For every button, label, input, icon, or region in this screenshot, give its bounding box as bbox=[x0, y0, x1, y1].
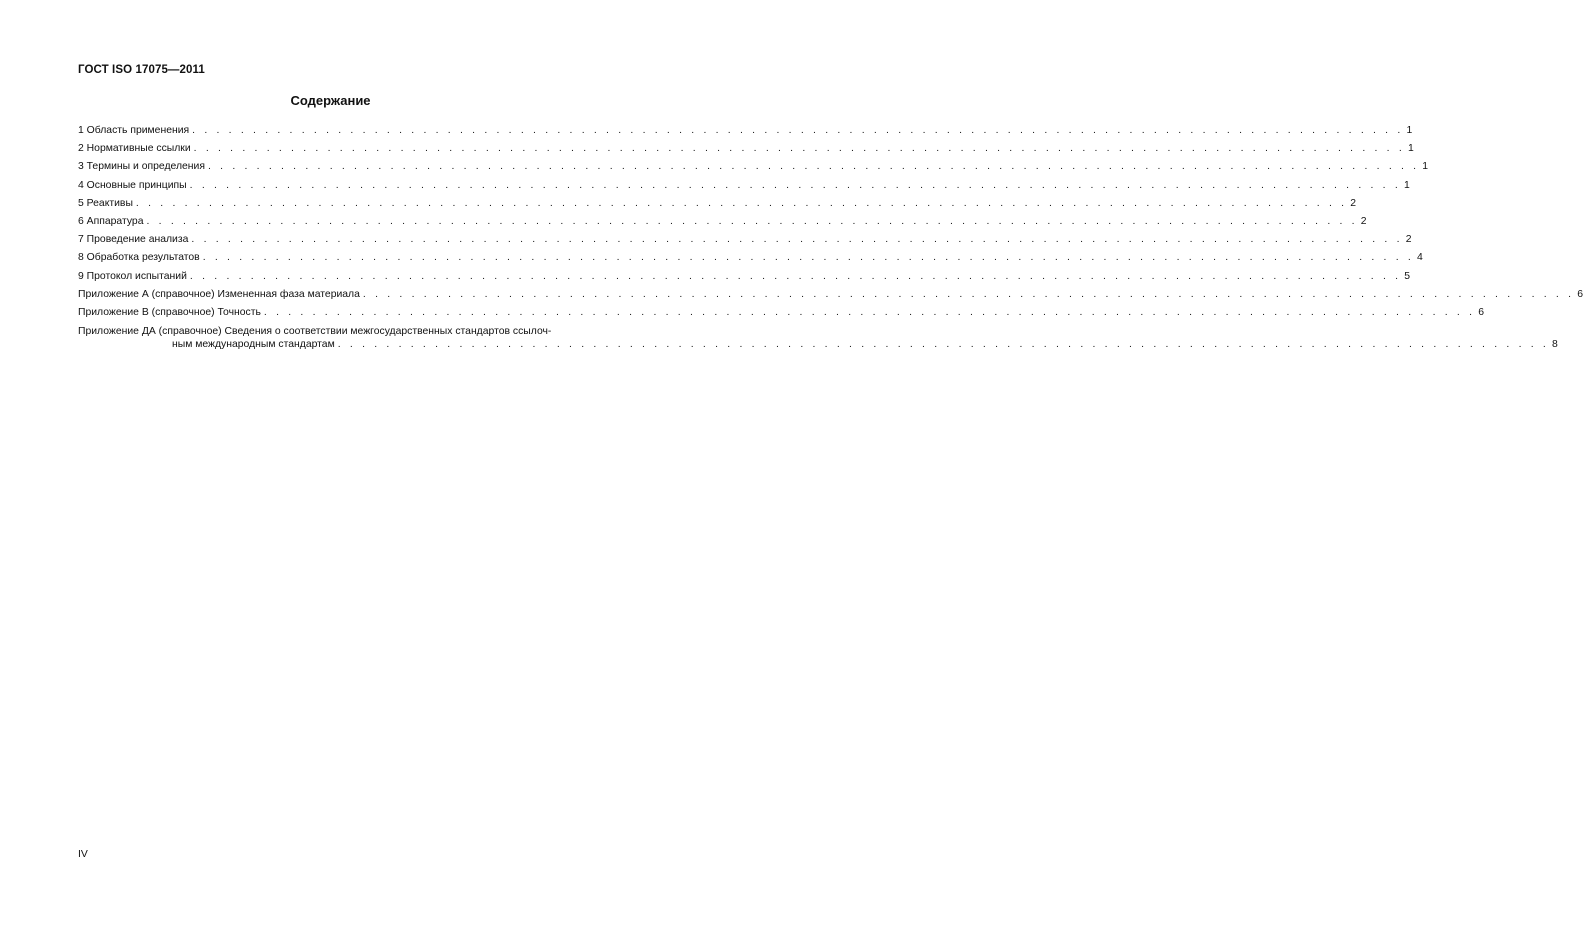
document-code: ГОСТ ISO 17075—2011 bbox=[78, 64, 205, 76]
toc-entry-6[interactable] bbox=[78, 213, 1367, 231]
toc-page-number: 6 bbox=[1577, 288, 1583, 300]
toc-entry-line2 bbox=[78, 338, 1558, 351]
toc-page-number: 1 bbox=[1406, 125, 1413, 136]
toc-entry-label: 3 Термины и определения bbox=[78, 161, 205, 173]
toc-entry-5[interactable] bbox=[78, 195, 1356, 213]
toc-page-number: 8 bbox=[1552, 339, 1558, 351]
toc-page-number: 1 bbox=[1422, 161, 1429, 173]
toc-entry-label: 4 Основные принципы bbox=[78, 179, 187, 191]
toc-page-number: 1 bbox=[1403, 179, 1410, 191]
toc-entry-label: 5 Реактивы bbox=[78, 197, 133, 209]
toc-dot-leader: . . . . . . . . . . . . . . . . . . . . . . . . . . . . . . . . . . . . . . . . . . . . . . . . . . . . . . . . . . . . . . . . . . . . . . . . . . . . . . . . . . . . . . . . . . . . . . . . . . . . bbox=[337, 339, 1550, 351]
toc-dot-leader: . . . . . . . . . . . . . . . . . . . . . . . . . . . . . . . . . . . . . . . . . . . . . . . . . . . . . . . . . . . . . . . . . . . . . . . . . . . . . . . . . . . . . . . . . . . . . . . . . . . . bbox=[263, 306, 1476, 318]
page-title: Содержание bbox=[290, 93, 371, 108]
toc-entry-label: 8 Обработка результатов bbox=[78, 252, 200, 264]
toc-entry-7[interactable] bbox=[78, 231, 1412, 249]
toc-dot-leader: . . . . . . . . . . . . . . . . . . . . . . . . . . . . . . . . . . . . . . . . . . . . . . . . . . . . . . . . . . . . . . . . . . . . . . . . . . . . . . . . . . . . . . . . . . . . . . . . . . . . bbox=[193, 143, 1405, 155]
toc-entry-label: Приложение В (справочное) Точность bbox=[78, 306, 261, 318]
toc-page-number: 2 bbox=[1360, 215, 1367, 227]
toc-entry-9[interactable] bbox=[78, 268, 1410, 286]
toc-entry-label-line2: ным международным стандартам bbox=[172, 339, 335, 351]
toc-entry-1[interactable] bbox=[78, 122, 1413, 140]
toc-entry-label: 9 Протокол испытаний bbox=[78, 270, 187, 282]
toc-dot-leader: . . . . . . . . . . . . . . . . . . . . . . . . . . . . . . . . . . . . . . . . . . . . . . . . . . . . . . . . . . . . . . . . . . . . . . . . . . . . . . . . . . . . . . . . . . . . . . . . . . . . bbox=[207, 161, 1420, 173]
toc-entry-3[interactable] bbox=[78, 158, 1429, 176]
toc-dot-leader: . . . . . . . . . . . . . . . . . . . . . . . . . . . . . . . . . . . . . . . . . . . . . . . . . . . . . . . . . . . . . . . . . . . . . . . . . . . . . . . . . . . . . . . . . . . . . . . . . . . . bbox=[135, 197, 1348, 209]
toc-page-number: 1 bbox=[1407, 143, 1414, 155]
toc-entry-label: 7 Проведение анализа bbox=[78, 234, 189, 246]
toc-page-number: 4 bbox=[1417, 252, 1423, 264]
toc-entry-label-line1: Приложение ДА (справочное) Сведения о соответствии межгосударственных стандартов ссылоч- bbox=[78, 326, 552, 338]
toc-entry-label: Приложение А (справочное) Измененная фаза материала bbox=[78, 288, 360, 300]
toc-entry-8[interactable] bbox=[78, 249, 1423, 267]
table-of-contents bbox=[78, 122, 1583, 351]
toc-page-number: 2 bbox=[1350, 197, 1356, 209]
toc-entry-2[interactable] bbox=[78, 140, 1414, 158]
toc-entry-label: 6 Аппаратура bbox=[78, 215, 144, 227]
toc-dot-leader: . . . . . . . . . . . . . . . . . . . . . . . . . . . . . . . . . . . . . . . . . . . . . . . . . . . . . . . . . . . . . . . . . . . . . . . . . . . . . . . . . . . . . . . . . . . . . . . . . . . . bbox=[189, 179, 1401, 191]
toc-dot-leader: . . . . . . . . . . . . . . . . . . . . . . . . . . . . . . . . . . . . . . . . . . . . . . . . . . . . . . . . . . . . . . . . . . . . . . . . . . . . . . . . . . . . . . . . . . . . . . . . . . . . bbox=[189, 270, 1402, 282]
page-number-roman: IV bbox=[78, 849, 88, 860]
toc-page-number: 2 bbox=[1405, 234, 1412, 246]
toc-dot-leader: . . . . . . . . . . . . . . . . . . . . . . . . . . . . . . . . . . . . . . . . . . . . . . . . . . . . . . . . . . . . . . . . . . . . . . . . . . . . . . . . . . . . . . . . . . . . . . . . . . . . bbox=[362, 288, 1575, 300]
toc-entry-annex-b[interactable] bbox=[78, 304, 1484, 322]
toc-dot-leader: . . . . . . . . . . . . . . . . . . . . . . . . . . . . . . . . . . . . . . . . . . . . . . . . . . . . . . . . . . . . . . . . . . . . . . . . . . . . . . . . . . . . . . . . . . . . . . . . . . . . bbox=[146, 215, 1358, 227]
toc-entry-label: 2 Нормативные ссылки bbox=[78, 143, 191, 155]
toc-entry-annex-a[interactable] bbox=[78, 286, 1583, 304]
toc-entry-label: 1 Область применения bbox=[78, 125, 190, 136]
toc-dot-leader: . . . . . . . . . . . . . . . . . . . . . . . . . . . . . . . . . . . . . . . . . . . . . . . . . . . . . . . . . . . . . . . . . . . . . . . . . . . . . . . . . . . . . . . . . . . . . . . . . . . . bbox=[191, 234, 1403, 246]
toc-entry-annex-da[interactable] bbox=[78, 322, 1558, 351]
toc-dot-leader: . . . . . . . . . . . . . . . . . . . . . . . . . . . . . . . . . . . . . . . . . . . . . . . . . . . . . . . . . . . . . . . . . . . . . . . . . . . . . . . . . . . . . . . . . . . . . . . . . . . . bbox=[192, 125, 1404, 136]
toc-dot-leader: . . . . . . . . . . . . . . . . . . . . . . . . . . . . . . . . . . . . . . . . . . . . . . . . . . . . . . . . . . . . . . . . . . . . . . . . . . . . . . . . . . . . . . . . . . . . . . . . . . . . bbox=[202, 252, 1414, 264]
toc-page-number: 6 bbox=[1478, 306, 1484, 318]
toc-entry-4[interactable] bbox=[78, 177, 1410, 195]
toc-page-number: 5 bbox=[1404, 270, 1410, 282]
